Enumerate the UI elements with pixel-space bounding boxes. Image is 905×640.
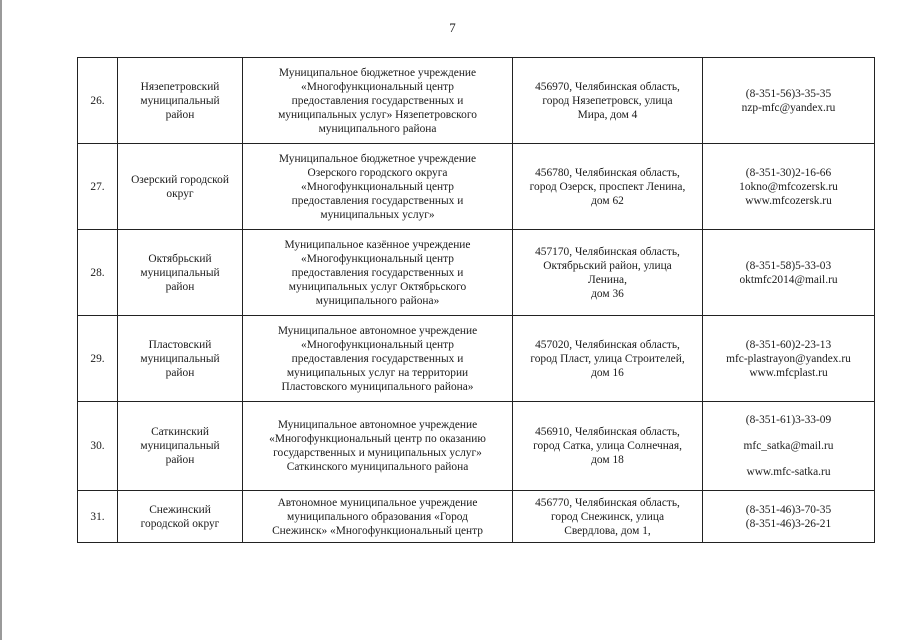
municipality-line: Пластовский [148,338,212,351]
table-row [78,144,875,230]
organization-line: предоставления государственных и [291,266,464,279]
municipality-line: муниципальный [140,94,220,107]
email-link[interactable]: 1okno@mfcozersk.ru [739,180,838,193]
municipality-line: Снежинский [149,503,211,516]
row-number: 31. [78,491,118,543]
municipality-cell [118,316,243,402]
organization-line: предоставления государственных и [291,94,464,107]
email-link[interactable]: mfc_satka@mail.ru [743,440,834,452]
municipality-line: муниципальный [140,266,220,279]
organization-line: «Многофункциональный центр [301,338,454,351]
organization-line: «Многофункциональный центр [301,80,454,93]
municipality-line: муниципальный [140,352,220,365]
row-number: 27. [78,144,118,230]
municipality-line: Нязепетровский [140,80,220,93]
address-cell [513,491,703,543]
address-line: 456770, Челябинская область, [535,496,680,509]
organization-cell [243,230,513,316]
organization-cell [243,144,513,230]
organization-line: муниципального района [318,122,437,135]
contacts-cell [703,58,875,144]
address-line: город Снежинск, улица [550,510,664,523]
municipality-line: район [165,366,195,379]
contacts-cell [703,491,875,543]
address-line: город Нязепетровск, улица [542,94,673,107]
phone-number: (8-351-61)3-33-09 [745,414,832,426]
address-cell [513,144,703,230]
email-link[interactable]: mfc-plastrayon@yandex.ru [726,352,851,365]
address-line: город Озерск, проспект Ленина, [529,180,686,193]
address-line: дом 16 [591,366,624,379]
row-number: 28. [78,230,118,316]
address-line: дом 36 [591,287,624,300]
organization-line: Муниципальное автономное учреждение [277,419,478,431]
page-left-edge [0,0,2,640]
organization-line: муниципального образования «Город [287,510,468,523]
address-line: 456910, Челябинская область, [535,426,680,438]
email-link[interactable]: nzp-mfc@yandex.ru [741,101,836,114]
contacts-cell [703,144,875,230]
organization-line: муниципальных услуг» [320,208,435,221]
organization-cell [243,491,513,543]
municipality-line: район [165,108,195,121]
municipality-line: Октябрьский [148,252,212,265]
organization-line: Муниципальное автономное учреждение [277,324,478,337]
table-row [78,58,875,144]
organization-line: Автономное муниципальное учреждение [277,496,478,509]
municipality-line: Озерский городской [131,173,229,186]
address-line: Свердлова, дом 1, [564,524,651,537]
phone-number: (8-351-58)5-33-03 [745,259,832,272]
organization-line: муниципальных услуг на территории [286,366,469,379]
row-number: 30. [78,402,118,491]
municipality-line: муниципальный [140,440,220,452]
municipality-cell [118,230,243,316]
website-link[interactable]: www.mfc-satka.ru [746,466,831,478]
address-line: город Сатка, улица Солнечная, [533,440,682,452]
organization-line: государственных и муниципальных услуг» [273,447,482,459]
organization-line: Снежинск» «Многофункциональный центр [272,524,483,537]
municipality-line: район [165,454,195,466]
address-line: Ленина, [588,273,627,286]
organization-cell [243,58,513,144]
organization-line: предоставления государственных и [291,352,464,365]
organization-cell [243,316,513,402]
organization-line: Муниципальное казённое учреждение [284,238,471,251]
organization-line: Пластовского муниципального района» [281,380,474,393]
row-number: 26. [78,58,118,144]
organization-line: предоставления государственных и [291,194,464,207]
address-cell [513,402,703,491]
address-line: дом 18 [591,454,624,466]
address-line: дом 62 [591,194,624,207]
address-line: 456780, Челябинская область, [535,166,680,179]
municipality-line: округ [166,187,194,200]
phone-number: (8-351-60)2-23-13 [745,338,832,351]
organization-line: «Многофункциональный центр [301,252,454,265]
address-line: город Пласт, улица Строителей, [530,352,685,365]
email-link[interactable]: oktmfc2014@mail.ru [739,273,838,286]
municipality-cell [118,144,243,230]
table-row [78,491,875,543]
spacer [708,453,869,465]
address-line: 457020, Челябинская область, [535,338,680,351]
organization-line: муниципальных услуг» Нязепетровского [278,108,477,121]
table-row [78,230,875,316]
address-cell [513,230,703,316]
mfc-registry-table [77,57,875,543]
website-link[interactable]: www.mfcplast.ru [749,366,828,379]
organization-line: муниципальных услуг Октябрьского [288,280,467,293]
organization-line: Озерского городского округа [307,166,448,179]
phone-number: (8-351-46)3-70-35 [745,503,832,516]
row-number: 29. [78,316,118,402]
phone-number: (8-351-56)3-35-35 [745,87,832,100]
table-row [78,402,875,491]
organization-line: «Многофункциональный центр по оказанию [269,433,486,445]
contacts-cell [703,316,875,402]
contacts-cell [703,402,875,491]
municipality-line: городской округ [140,517,220,530]
address-line: Октябрьский район, улица [543,259,672,272]
organization-line: Муниципальное бюджетное учреждение [278,66,477,79]
address-cell [513,316,703,402]
phone-number: (8-351-30)2-16-66 [745,166,832,179]
address-line: 456970, Челябинская область, [535,80,680,93]
municipality-cell [118,58,243,144]
website-link[interactable]: www.mfcozersk.ru [745,194,832,207]
address-line: Мира, дом 4 [577,108,638,121]
municipality-line: Саткинский [151,426,209,438]
table-body [78,58,875,543]
municipality-line: район [165,280,195,293]
address-line: 457170, Челябинская область, [535,245,680,258]
municipality-cell [118,491,243,543]
contacts-cell [703,230,875,316]
table-row [78,316,875,402]
phone-number: (8-351-46)3-26-21 [745,517,832,530]
organization-line: Муниципальное бюджетное учреждение [278,152,477,165]
municipality-cell [118,402,243,491]
organization-cell [243,402,513,491]
organization-line: «Многофункциональный центр [301,180,454,193]
address-cell [513,58,703,144]
organization-line: муниципального района» [315,294,440,307]
page-number: 7 [449,20,456,35]
spacer [708,427,869,439]
organization-line: Саткинского муниципального района [286,461,469,473]
